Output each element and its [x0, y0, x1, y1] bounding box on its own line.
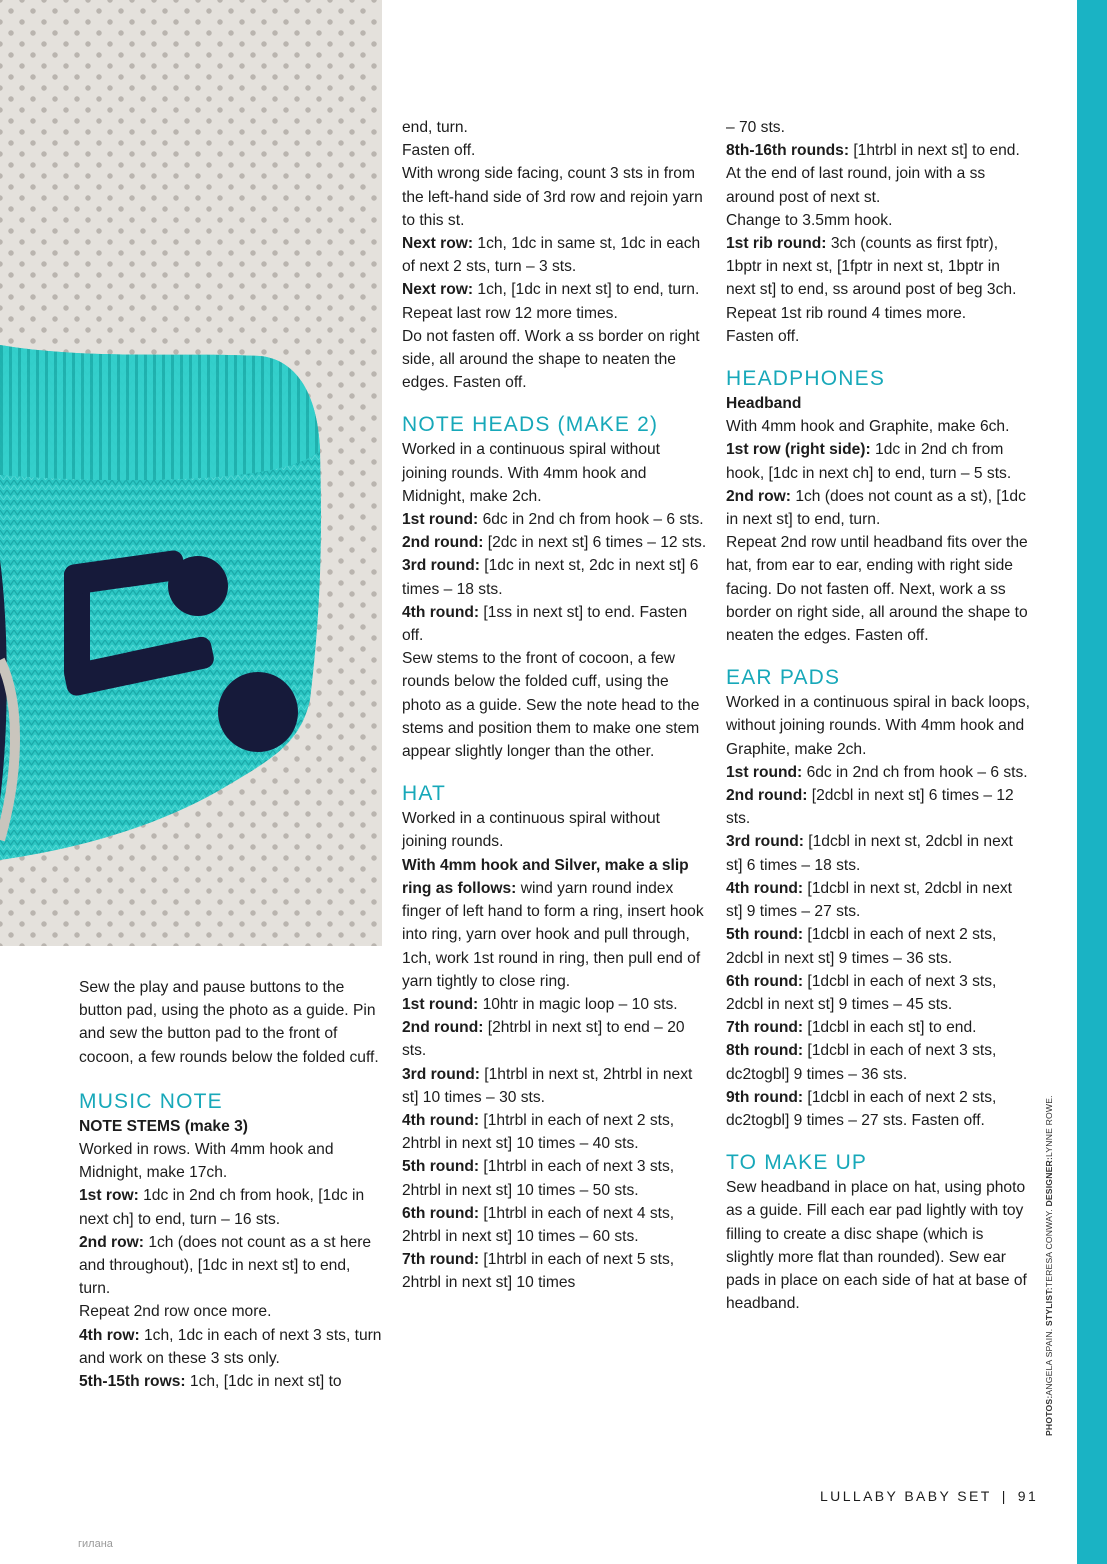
instruction-line: Worked in a continuous spiral in back loops, without joining rounds. With 4mm hook and Graphite, make 2ch.: [726, 694, 1030, 758]
intro-text: Sew the play and pause buttons to the button pad, using the photo as a guide. Pin and sew the button pad to the front of cocoon, a few rounds below the folded cuff.: [79, 979, 379, 1066]
instruction-row: 5th-15th rows: 1ch, [1dc in next st] to: [79, 1373, 342, 1391]
photo-credits: PHOTOS:ANGELA SPAIN. STYLIST:TERESA CONWAY. DESIGNER:LYNNE ROWE.: [1044, 1095, 1054, 1436]
instruction-row: 3rd round: [1dcbl in next st, 2dcbl in next st] 6 times – 18 sts.: [726, 833, 1013, 874]
column-2: [402, 116, 707, 1295]
instruction-line: At the end of last round, join with a ss around post of next st.: [726, 165, 986, 206]
accent-bar: [1077, 0, 1107, 1564]
page-number: 91: [1017, 1488, 1039, 1504]
instruction-line: Fasten off.: [402, 142, 476, 160]
column-3: [726, 116, 1032, 1315]
instruction-row: 1st rib round: 3ch (counts as first fptr), 1bptr in next st, [1fptr in next st, 1bptr in next st] to end, ss around post of beg 3ch.: [726, 235, 1017, 299]
instruction-row: Next row: 1ch, 1dc in same st, 1dc in each of next 2 sts, turn – 3 sts.: [402, 235, 701, 276]
heading-headphones: HEADPHONES: [726, 367, 886, 391]
subheading-note-stems: NOTE STEMS (make 3): [79, 1117, 248, 1135]
cocoon-illustration: [0, 0, 382, 946]
instruction-line: Worked in a continuous spiral without joining rounds.: [402, 810, 661, 851]
instruction-row: 1st round: 6dc in 2nd ch from hook – 6 sts.: [726, 763, 1028, 781]
instruction-row: 2nd round: [2dc in next st] 6 times – 12 sts.: [402, 534, 707, 552]
instruction-row: 3rd round: [1htrbl in next st, 2htrbl in next st] 10 times – 30 sts.: [402, 1065, 693, 1106]
instruction-line: Change to 3.5mm hook.: [726, 211, 893, 229]
instruction-row: Next row: 1ch, [1dc in next st] to end, turn.: [402, 281, 700, 299]
instruction-row: 8th-16th rounds: [1htrbl in next st] to end.: [726, 142, 1020, 160]
instruction-line: Sew headband in place on hat, using photo as a guide. Fill each ear pad lightly with toy filling to create a disc shape (which is slightly more flat than rounded). Sew ear pads in place on each side of hat at base of headband.: [726, 1179, 1027, 1313]
instruction-line: With wrong side facing, count 3 sts in from the left-hand side of 3rd row and rejoin yarn to this st.: [402, 165, 703, 229]
magazine-section-title: LULLABY BABY SET: [820, 1488, 992, 1504]
instruction-row: 2nd row: 1ch (does not count as a st here and throughout), [1dc in next st] to end, turn.: [79, 1233, 372, 1298]
instruction-row: 4th round: [1ss in next st] to end. Fasten off.: [402, 603, 688, 645]
instruction-row: 7th round: [1dcbl in each st] to end.: [726, 1019, 977, 1037]
instruction-row: 5th round: [1htrbl in each of next 3 sts, 2htrbl in next st] 10 times – 50 sts.: [402, 1158, 675, 1199]
instruction-row: 1st row: 1dc in 2nd ch from hook, [1dc in next ch] to end, turn – 16 sts.: [79, 1187, 365, 1228]
page-footer: [820, 1488, 1040, 1504]
heading-hat: HAT: [402, 782, 447, 806]
instruction-row: 4th round: [1dcbl in next st, 2dcbl in next st] 9 times – 27 sts.: [726, 879, 1012, 921]
instruction-line: Repeat last row 12 more times.: [402, 304, 618, 322]
instruction-row: 4th round: [1htrbl in each of next 2 sts, 2htrbl in next st] 10 times – 40 sts.: [402, 1111, 675, 1153]
heading-to-make-up: TO MAKE UP: [726, 1151, 868, 1175]
instruction-row: 3rd round: [1dc in next st, 2dc in next st] 6 times – 18 sts.: [402, 557, 699, 598]
heading-ear-pads: EAR PADS: [726, 666, 841, 690]
watermark: гилана: [78, 1538, 113, 1550]
instruction-row: 2nd round: [2htrbl in next st] to end – 20 sts.: [402, 1019, 685, 1060]
instruction-line: – 70 sts.: [726, 119, 785, 136]
folded-cuff: [0, 345, 320, 480]
instruction-line: With 4mm hook and Graphite, make 6ch.: [726, 418, 1010, 436]
instruction-row: 6th round: [1htrbl in each of next 4 sts, 2htrbl in next st] 10 times – 60 sts.: [402, 1204, 675, 1245]
instruction-row: 1st round: 10htr in magic loop – 10 sts.: [402, 995, 678, 1013]
instruction-row: 7th round: [1htrbl in each of next 5 sts, 2htrbl in next st] 10 times: [402, 1251, 675, 1292]
instruction-line: end, turn.: [402, 119, 468, 136]
instruction-row: 1st row (right side): 1dc in 2nd ch from hook, [1dc in next ch] to end, turn – 5 sts.: [726, 441, 1012, 482]
instruction-line: Repeat 1st rib round 4 times more.: [726, 304, 967, 322]
column-1: [79, 976, 384, 1393]
instruction-row: 2nd round: [2dcbl in next st] 6 times – 12 sts.: [726, 787, 1014, 828]
heading-music-note: MUSIC NOTE: [79, 1089, 223, 1113]
instruction-line: Fasten off.: [726, 327, 800, 345]
instruction-row: 4th row: 1ch, 1dc in each of next 3 sts, turn and work on these 3 sts only.: [79, 1326, 382, 1367]
instruction-line: Repeat 2nd row once more.: [79, 1303, 272, 1321]
instruction-row: 2nd row: 1ch (does not count as a st), [1dc in next st] to end, turn.: [726, 487, 1026, 529]
instruction-line: Sew stems to the front of cocoon, a few rounds below the folded cuff, using the photo as a guide. Sew the note head to the stems and position them to make one stem appear slightly longer than the other.: [402, 650, 700, 761]
project-photo: [0, 0, 382, 946]
instruction-line: Worked in a continuous spiral without joining rounds. With 4mm hook and Midnight, make 2ch.: [402, 441, 661, 505]
instruction-row: 1st round: 6dc in 2nd ch from hook – 6 sts.: [402, 511, 704, 529]
instruction-row: With 4mm hook and Silver, make a slip ring as follows: wind yarn round index finger of left hand to form a ring, insert hook into ring, yarn over hook and pull through, 1ch, work 1st round in ring, then pull end of yarn tightly to close ring.: [402, 856, 704, 990]
instruction-line: Do not fasten off. Work a ss border on right side, all around the shape to neaten the edges. Fasten off.: [402, 327, 700, 392]
instruction-row: 9th round: [1dcbl in each of next 2 sts, dc2togbl] 9 times – 27 sts. Fasten off.: [726, 1088, 997, 1129]
heading-note-heads: NOTE HEADS (MAKE 2): [402, 413, 659, 437]
instruction-row: 8th round: [1dcbl in each of next 3 sts, dc2togbl] 9 times – 36 sts.: [726, 1042, 997, 1083]
instruction-row: 6th round: [1dcbl in each of next 3 sts, 2dcbl in next st] 9 times – 45 sts.: [726, 972, 997, 1013]
rows-intro: Worked in rows. With 4mm hook and Midnight, make 17ch.: [79, 1141, 334, 1182]
footer-separator: |: [1001, 1488, 1008, 1504]
instruction-line: Repeat 2nd row until headband fits over the hat, from ear to ear, ending with right side facing. Do not fasten off. Next, work a ss border on right side, all around the shape to neaten the edges. Fasten off.: [726, 534, 1028, 645]
subheading-headband: Headband: [726, 395, 802, 413]
instruction-row: 5th round: [1dcbl in each of next 2 sts, 2dcbl in next st] 9 times – 36 sts.: [726, 926, 997, 967]
